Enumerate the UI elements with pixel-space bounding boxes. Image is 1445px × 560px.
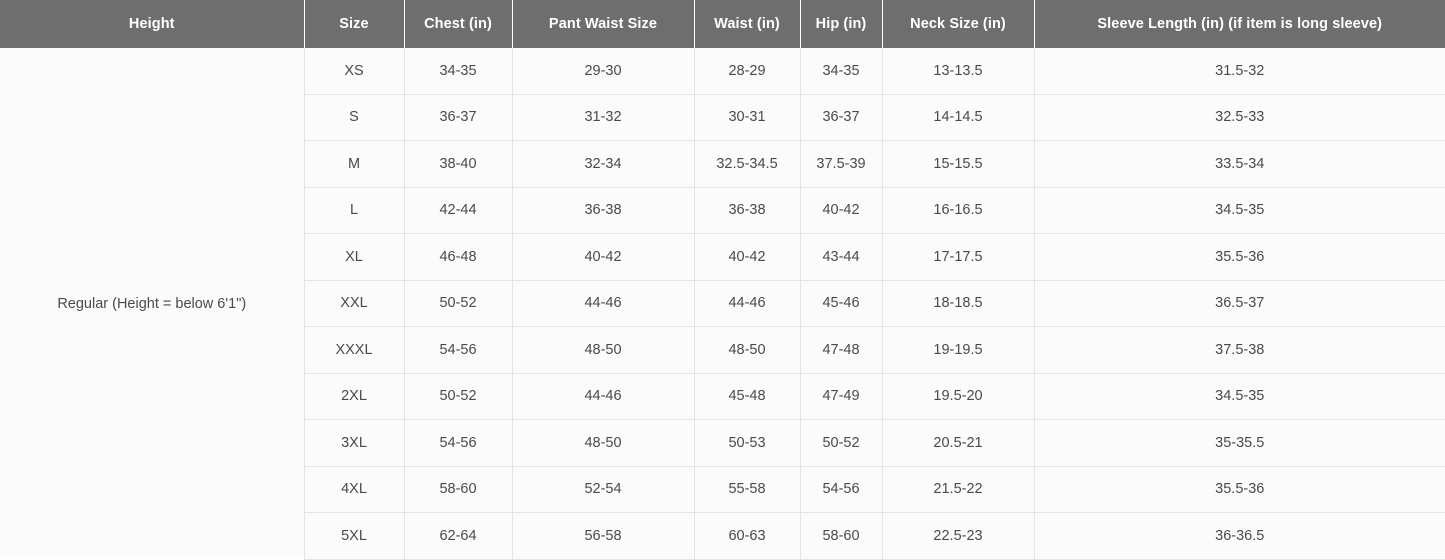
cell-pant-waist: 32-34	[512, 141, 694, 188]
cell-neck: 21.5-22	[882, 466, 1034, 513]
cell-chest: 46-48	[404, 234, 512, 281]
cell-pant-waist: 56-58	[512, 513, 694, 560]
cell-hip: 58-60	[800, 513, 882, 560]
cell-hip: 34-35	[800, 48, 882, 94]
column-header-sleeve: Sleeve Length (in) (if item is long sleeve)	[1034, 0, 1445, 48]
cell-neck: 14-14.5	[882, 94, 1034, 141]
cell-size: L	[304, 187, 404, 234]
cell-sleeve: 34.5-35	[1034, 373, 1445, 420]
cell-pant-waist: 36-38	[512, 187, 694, 234]
column-header-neck: Neck Size (in)	[882, 0, 1034, 48]
cell-chest: 42-44	[404, 187, 512, 234]
cell-hip: 45-46	[800, 280, 882, 327]
cell-waist: 60-63	[694, 513, 800, 560]
cell-size: XL	[304, 234, 404, 281]
cell-size: XS	[304, 48, 404, 94]
cell-chest: 36-37	[404, 94, 512, 141]
cell-neck: 22.5-23	[882, 513, 1034, 560]
cell-size: XXL	[304, 280, 404, 327]
cell-sleeve: 35.5-36	[1034, 466, 1445, 513]
cell-neck: 15-15.5	[882, 141, 1034, 188]
cell-hip: 40-42	[800, 187, 882, 234]
cell-pant-waist: 44-46	[512, 373, 694, 420]
table-row	[0, 48, 1445, 94]
cell-chest: 54-56	[404, 327, 512, 374]
cell-waist: 44-46	[694, 280, 800, 327]
cell-neck: 17-17.5	[882, 234, 1034, 281]
cell-pant-waist: 31-32	[512, 94, 694, 141]
cell-neck: 16-16.5	[882, 187, 1034, 234]
column-header-pant-waist: Pant Waist Size	[512, 0, 694, 48]
header-row	[0, 0, 1445, 48]
cell-pant-waist: 44-46	[512, 280, 694, 327]
cell-sleeve: 36-36.5	[1034, 513, 1445, 560]
table-body	[0, 48, 1445, 559]
cell-hip: 54-56	[800, 466, 882, 513]
cell-hip: 47-48	[800, 327, 882, 374]
cell-size: 5XL	[304, 513, 404, 560]
cell-hip: 50-52	[800, 420, 882, 467]
column-header-hip: Hip (in)	[800, 0, 882, 48]
cell-hip: 43-44	[800, 234, 882, 281]
cell-neck: 19-19.5	[882, 327, 1034, 374]
cell-size: 2XL	[304, 373, 404, 420]
cell-hip: 47-49	[800, 373, 882, 420]
cell-hip: 36-37	[800, 94, 882, 141]
cell-sleeve: 35.5-36	[1034, 234, 1445, 281]
cell-pant-waist: 40-42	[512, 234, 694, 281]
cell-size: M	[304, 141, 404, 188]
cell-pant-waist: 48-50	[512, 420, 694, 467]
cell-waist: 48-50	[694, 327, 800, 374]
cell-chest: 62-64	[404, 513, 512, 560]
cell-hip: 37.5-39	[800, 141, 882, 188]
cell-waist: 40-42	[694, 234, 800, 281]
cell-waist: 50-53	[694, 420, 800, 467]
cell-waist: 36-38	[694, 187, 800, 234]
cell-chest: 50-52	[404, 280, 512, 327]
cell-pant-waist: 29-30	[512, 48, 694, 94]
cell-chest: 58-60	[404, 466, 512, 513]
column-header-chest: Chest (in)	[404, 0, 512, 48]
cell-sleeve: 34.5-35	[1034, 187, 1445, 234]
cell-sleeve: 35-35.5	[1034, 420, 1445, 467]
cell-chest: 54-56	[404, 420, 512, 467]
cell-waist: 32.5-34.5	[694, 141, 800, 188]
cell-pant-waist: 52-54	[512, 466, 694, 513]
height-group-cell: Regular (Height = below 6'1")	[0, 48, 304, 559]
table-header	[0, 0, 1445, 48]
cell-chest: 34-35	[404, 48, 512, 94]
cell-pant-waist: 48-50	[512, 327, 694, 374]
cell-sleeve: 32.5-33	[1034, 94, 1445, 141]
column-header-size: Size	[304, 0, 404, 48]
cell-waist: 45-48	[694, 373, 800, 420]
cell-neck: 19.5-20	[882, 373, 1034, 420]
column-header-waist: Waist (in)	[694, 0, 800, 48]
cell-neck: 20.5-21	[882, 420, 1034, 467]
cell-neck: 13-13.5	[882, 48, 1034, 94]
cell-size: 3XL	[304, 420, 404, 467]
cell-waist: 30-31	[694, 94, 800, 141]
cell-size: S	[304, 94, 404, 141]
cell-chest: 50-52	[404, 373, 512, 420]
column-header-height: Height	[0, 0, 304, 48]
cell-size: XXXL	[304, 327, 404, 374]
cell-sleeve: 31.5-32	[1034, 48, 1445, 94]
cell-neck: 18-18.5	[882, 280, 1034, 327]
cell-chest: 38-40	[404, 141, 512, 188]
cell-sleeve: 37.5-38	[1034, 327, 1445, 374]
cell-waist: 28-29	[694, 48, 800, 94]
cell-size: 4XL	[304, 466, 404, 513]
cell-sleeve: 36.5-37	[1034, 280, 1445, 327]
cell-sleeve: 33.5-34	[1034, 141, 1445, 188]
cell-waist: 55-58	[694, 466, 800, 513]
